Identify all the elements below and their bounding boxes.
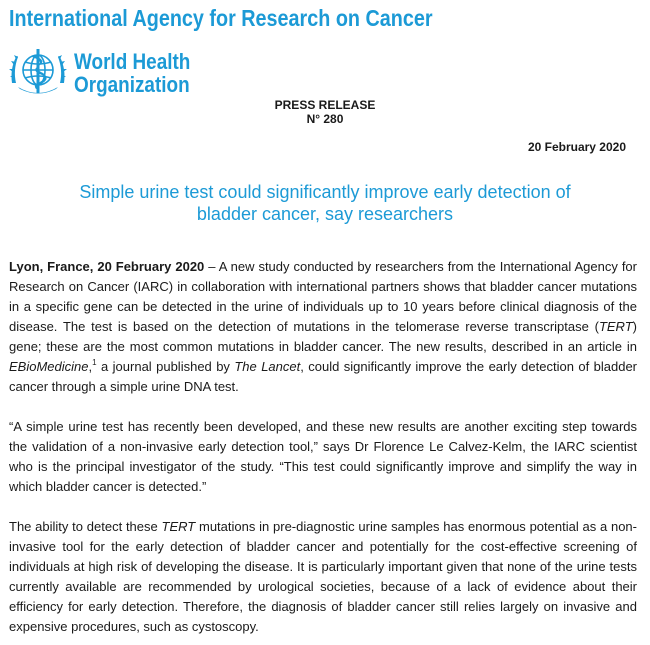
tert-gene-2: TERT (161, 519, 196, 534)
paragraph-1-text-d: , could significantly improve the early detection of bladder cancer through a simple urine DNA test. (9, 359, 637, 394)
paragraph-3 (9, 517, 637, 637)
tert-gene: TERT (598, 319, 633, 334)
press-release-label: PRESS RELEASE (274, 98, 376, 112)
journal-name: EBioMedicine (9, 359, 89, 374)
who-wordmark (74, 50, 190, 96)
who-emblem-icon (8, 43, 68, 101)
who-logo (8, 43, 208, 101)
release-date: 20 February 2020 (527, 140, 626, 154)
agency-name: International Agency for Research on Cancer (9, 5, 433, 31)
footnote-ref: 1 (92, 358, 97, 367)
headline (0, 181, 650, 225)
paragraph-1-comma: , (88, 359, 93, 374)
who-wordmark-line2: Organization (74, 72, 190, 97)
dateline: Lyon, France, 20 February 2020 (9, 259, 205, 274)
paragraph-3-text-b: mutations in pre-diagnostic urine samples has enormous potential as a non-invasive tool for the early detection of bladder cancer and potentially for the cost-effective screening of individuals at high risk of developing the disease. It is particularly important given that none of the urine tests currently available are recommended by urological societies, because of a lack of evidence about their efficiency for early detection. Therefore, the diagnosis of bladder cancer still relies largely on invasive and expensive procedures, such as cystoscopy. (9, 519, 637, 634)
publisher-name: The Lancet (234, 359, 301, 374)
paragraph-1-text-c: a journal published by (96, 359, 235, 374)
paragraph-2: “A simple urine test has recently been developed, and these new results are another exciting step towards the validation of a non-invasive early detection tool,” says Dr Florence Le Calvez-Kelm, the IARC scientist who is the principal investigator of the study. “This test could significantly improve and simplify the way in which bladder cancer is detected.” (9, 419, 637, 494)
paragraph-1 (9, 257, 637, 397)
press-release-heading (0, 98, 650, 126)
paragraph-3-text-a: The ability to detect these (9, 519, 162, 534)
paragraph-1-text-a: – A new study conducted by researchers from the International Agency for Research on Cancer (IARC) in collaboration with international partners shows that bladder cancer mutations in a specific gene can be detected in the urine of individuals up to 10 years before clinical diagnosis of the disease. The test is based on the detection of mutations in the telomerase reverse transcriptase ( (9, 259, 637, 334)
headline-line1: Simple urine test could significantly improve early detection of (79, 182, 571, 202)
paragraph-1-text-b: ) gene; these are the most common mutations in bladder cancer. The new results, described in an article in (9, 319, 637, 354)
press-release-number: N° 280 (306, 112, 344, 126)
who-wordmark-line1: World Health (74, 49, 191, 74)
headline-line2: bladder cancer, say researchers (196, 204, 454, 224)
